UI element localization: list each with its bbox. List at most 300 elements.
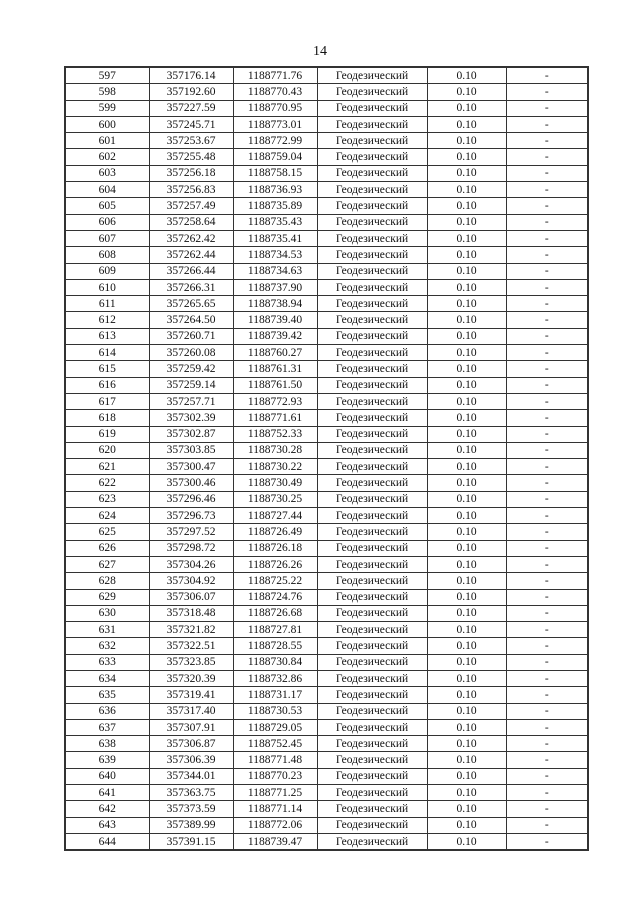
method-cell: Геодезический [317,638,427,654]
y-coordinate-cell: 1188724.76 [233,589,317,605]
point-number-cell: 607 [65,230,149,246]
table-row [65,410,588,426]
description-cell: - [506,833,588,850]
y-coordinate-cell: 1188735.41 [233,230,317,246]
y-coordinate-cell: 1188726.18 [233,540,317,556]
accuracy-cell: 0.10 [427,638,506,654]
description-cell: - [506,442,588,458]
table-row [65,296,588,312]
method-cell: Геодезический [317,345,427,361]
method-cell: Геодезический [317,410,427,426]
table-row [65,459,588,475]
description-cell: - [506,279,588,295]
y-coordinate-cell: 1188727.81 [233,622,317,638]
table-row [65,556,588,572]
table-row [65,785,588,801]
accuracy-cell: 0.10 [427,573,506,589]
description-cell: - [506,67,588,84]
y-coordinate-cell: 1188772.06 [233,817,317,833]
accuracy-cell: 0.10 [427,100,506,116]
accuracy-cell: 0.10 [427,687,506,703]
accuracy-cell: 0.10 [427,475,506,491]
point-number-cell: 614 [65,345,149,361]
y-coordinate-cell: 1188752.45 [233,736,317,752]
method-cell: Геодезический [317,84,427,100]
table-row [65,377,588,393]
point-number-cell: 637 [65,719,149,735]
accuracy-cell: 0.10 [427,116,506,132]
accuracy-cell: 0.10 [427,556,506,572]
accuracy-cell: 0.10 [427,410,506,426]
table-row [65,426,588,442]
table-row [65,182,588,198]
y-coordinate-cell: 1188761.50 [233,377,317,393]
accuracy-cell: 0.10 [427,768,506,784]
method-cell: Геодезический [317,361,427,377]
description-cell: - [506,703,588,719]
x-coordinate-cell: 357391.15 [149,833,233,850]
y-coordinate-cell: 1188727.44 [233,508,317,524]
x-coordinate-cell: 357304.26 [149,556,233,572]
accuracy-cell: 0.10 [427,622,506,638]
x-coordinate-cell: 357297.52 [149,524,233,540]
method-cell: Геодезический [317,524,427,540]
y-coordinate-cell: 1188725.22 [233,573,317,589]
x-coordinate-cell: 357296.73 [149,508,233,524]
y-coordinate-cell: 1188730.28 [233,442,317,458]
point-number-cell: 609 [65,263,149,279]
description-cell: - [506,622,588,638]
method-cell: Геодезический [317,736,427,752]
accuracy-cell: 0.10 [427,524,506,540]
point-number-cell: 632 [65,638,149,654]
x-coordinate-cell: 357318.48 [149,605,233,621]
x-coordinate-cell: 357264.50 [149,312,233,328]
coordinates-table-body [65,67,588,850]
point-number-cell: 598 [65,84,149,100]
description-cell: - [506,459,588,475]
table-row [65,833,588,850]
method-cell: Геодезический [317,752,427,768]
y-coordinate-cell: 1188770.43 [233,84,317,100]
x-coordinate-cell: 357363.75 [149,785,233,801]
x-coordinate-cell: 357255.48 [149,149,233,165]
point-number-cell: 634 [65,670,149,686]
point-number-cell: 635 [65,687,149,703]
point-number-cell: 613 [65,328,149,344]
table-row [65,736,588,752]
table-row [65,703,588,719]
accuracy-cell: 0.10 [427,67,506,84]
table-row [65,393,588,409]
point-number-cell: 628 [65,573,149,589]
y-coordinate-cell: 1188739.42 [233,328,317,344]
description-cell: - [506,654,588,670]
table-row [65,198,588,214]
accuracy-cell: 0.10 [427,84,506,100]
method-cell: Геодезический [317,768,427,784]
point-number-cell: 619 [65,426,149,442]
x-coordinate-cell: 357302.39 [149,410,233,426]
table-row [65,279,588,295]
point-number-cell: 608 [65,247,149,263]
description-cell: - [506,312,588,328]
x-coordinate-cell: 357260.08 [149,345,233,361]
description-cell: - [506,263,588,279]
description-cell: - [506,345,588,361]
x-coordinate-cell: 357266.31 [149,279,233,295]
description-cell: - [506,410,588,426]
accuracy-cell: 0.10 [427,214,506,230]
x-coordinate-cell: 357176.14 [149,67,233,84]
y-coordinate-cell: 1188770.23 [233,768,317,784]
y-coordinate-cell: 1188758.15 [233,165,317,181]
x-coordinate-cell: 357306.07 [149,589,233,605]
x-coordinate-cell: 357300.46 [149,475,233,491]
accuracy-cell: 0.10 [427,540,506,556]
table-row [65,670,588,686]
description-cell: - [506,687,588,703]
description-cell: - [506,361,588,377]
method-cell: Геодезический [317,263,427,279]
description-cell: - [506,165,588,181]
y-coordinate-cell: 1188730.25 [233,491,317,507]
point-number-cell: 636 [65,703,149,719]
point-number-cell: 624 [65,508,149,524]
description-cell: - [506,768,588,784]
x-coordinate-cell: 357344.01 [149,768,233,784]
coordinates-table [64,66,589,851]
description-cell: - [506,328,588,344]
table-row [65,817,588,833]
point-number-cell: 625 [65,524,149,540]
x-coordinate-cell: 357266.44 [149,263,233,279]
point-number-cell: 617 [65,393,149,409]
accuracy-cell: 0.10 [427,442,506,458]
table-row [65,247,588,263]
y-coordinate-cell: 1188734.53 [233,247,317,263]
description-cell: - [506,719,588,735]
method-cell: Геодезический [317,670,427,686]
table-row [65,116,588,132]
y-coordinate-cell: 1188739.47 [233,833,317,850]
description-cell: - [506,247,588,263]
table-row [65,345,588,361]
point-number-cell: 631 [65,622,149,638]
y-coordinate-cell: 1188730.53 [233,703,317,719]
accuracy-cell: 0.10 [427,752,506,768]
accuracy-cell: 0.10 [427,361,506,377]
description-cell: - [506,736,588,752]
method-cell: Геодезический [317,556,427,572]
description-cell: - [506,198,588,214]
accuracy-cell: 0.10 [427,149,506,165]
method-cell: Геодезический [317,67,427,84]
y-coordinate-cell: 1188772.93 [233,393,317,409]
table-row [65,263,588,279]
y-coordinate-cell: 1188771.14 [233,801,317,817]
table-row [65,442,588,458]
table-row [65,165,588,181]
table-row [65,605,588,621]
accuracy-cell: 0.10 [427,817,506,833]
accuracy-cell: 0.10 [427,198,506,214]
method-cell: Геодезический [317,230,427,246]
x-coordinate-cell: 357265.65 [149,296,233,312]
x-coordinate-cell: 357256.18 [149,165,233,181]
description-cell: - [506,230,588,246]
table-row [65,475,588,491]
point-number-cell: 610 [65,279,149,295]
method-cell: Геодезический [317,508,427,524]
x-coordinate-cell: 357307.91 [149,719,233,735]
description-cell: - [506,426,588,442]
description-cell: - [506,149,588,165]
point-number-cell: 605 [65,198,149,214]
method-cell: Геодезический [317,198,427,214]
x-coordinate-cell: 357262.44 [149,247,233,263]
description-cell: - [506,638,588,654]
point-number-cell: 644 [65,833,149,850]
description-cell: - [506,785,588,801]
accuracy-cell: 0.10 [427,393,506,409]
x-coordinate-cell: 357256.83 [149,182,233,198]
y-coordinate-cell: 1188771.25 [233,785,317,801]
method-cell: Геодезический [317,393,427,409]
x-coordinate-cell: 357317.40 [149,703,233,719]
point-number-cell: 602 [65,149,149,165]
y-coordinate-cell: 1188728.55 [233,638,317,654]
point-number-cell: 640 [65,768,149,784]
description-cell: - [506,752,588,768]
x-coordinate-cell: 357306.87 [149,736,233,752]
point-number-cell: 622 [65,475,149,491]
point-number-cell: 606 [65,214,149,230]
description-cell: - [506,817,588,833]
x-coordinate-cell: 357259.14 [149,377,233,393]
method-cell: Геодезический [317,491,427,507]
accuracy-cell: 0.10 [427,247,506,263]
accuracy-cell: 0.10 [427,785,506,801]
description-cell: - [506,84,588,100]
method-cell: Геодезический [317,296,427,312]
y-coordinate-cell: 1188771.76 [233,67,317,84]
method-cell: Геодезический [317,459,427,475]
page-number: 14 [313,44,327,59]
description-cell: - [506,605,588,621]
description-cell: - [506,508,588,524]
description-cell: - [506,573,588,589]
y-coordinate-cell: 1188770.95 [233,100,317,116]
y-coordinate-cell: 1188772.99 [233,133,317,149]
table-row [65,654,588,670]
x-coordinate-cell: 357389.99 [149,817,233,833]
accuracy-cell: 0.10 [427,459,506,475]
x-coordinate-cell: 357257.71 [149,393,233,409]
description-cell: - [506,589,588,605]
point-number-cell: 633 [65,654,149,670]
table-row [65,752,588,768]
y-coordinate-cell: 1188752.33 [233,426,317,442]
method-cell: Геодезический [317,279,427,295]
accuracy-cell: 0.10 [427,508,506,524]
accuracy-cell: 0.10 [427,589,506,605]
point-number-cell: 612 [65,312,149,328]
description-cell: - [506,556,588,572]
point-number-cell: 599 [65,100,149,116]
y-coordinate-cell: 1188760.27 [233,345,317,361]
accuracy-cell: 0.10 [427,605,506,621]
y-coordinate-cell: 1188726.49 [233,524,317,540]
x-coordinate-cell: 357192.60 [149,84,233,100]
method-cell: Геодезический [317,589,427,605]
accuracy-cell: 0.10 [427,426,506,442]
table-row [65,638,588,654]
description-cell: - [506,100,588,116]
x-coordinate-cell: 357303.85 [149,442,233,458]
accuracy-cell: 0.10 [427,719,506,735]
point-number-cell: 611 [65,296,149,312]
method-cell: Геодезический [317,100,427,116]
table-row [65,133,588,149]
point-number-cell: 604 [65,182,149,198]
y-coordinate-cell: 1188759.04 [233,149,317,165]
method-cell: Геодезический [317,785,427,801]
accuracy-cell: 0.10 [427,833,506,850]
accuracy-cell: 0.10 [427,345,506,361]
point-number-cell: 639 [65,752,149,768]
y-coordinate-cell: 1188730.84 [233,654,317,670]
point-number-cell: 643 [65,817,149,833]
accuracy-cell: 0.10 [427,328,506,344]
point-number-cell: 630 [65,605,149,621]
description-cell: - [506,670,588,686]
table-row [65,589,588,605]
accuracy-cell: 0.10 [427,377,506,393]
y-coordinate-cell: 1188735.89 [233,198,317,214]
description-cell: - [506,214,588,230]
point-number-cell: 597 [65,67,149,84]
point-number-cell: 638 [65,736,149,752]
y-coordinate-cell: 1188738.94 [233,296,317,312]
method-cell: Геодезический [317,475,427,491]
x-coordinate-cell: 357245.71 [149,116,233,132]
table-row [65,230,588,246]
y-coordinate-cell: 1188737.90 [233,279,317,295]
method-cell: Геодезический [317,214,427,230]
table-row [65,214,588,230]
x-coordinate-cell: 357304.92 [149,573,233,589]
table-row [65,622,588,638]
method-cell: Геодезический [317,426,427,442]
point-number-cell: 641 [65,785,149,801]
x-coordinate-cell: 357321.82 [149,622,233,638]
accuracy-cell: 0.10 [427,312,506,328]
method-cell: Геодезический [317,182,427,198]
description-cell: - [506,540,588,556]
method-cell: Геодезический [317,442,427,458]
table-row [65,67,588,84]
x-coordinate-cell: 357306.39 [149,752,233,768]
point-number-cell: 601 [65,133,149,149]
x-coordinate-cell: 357322.51 [149,638,233,654]
point-number-cell: 626 [65,540,149,556]
x-coordinate-cell: 357257.49 [149,198,233,214]
y-coordinate-cell: 1188771.61 [233,410,317,426]
table-row [65,491,588,507]
table-row [65,100,588,116]
accuracy-cell: 0.10 [427,165,506,181]
accuracy-cell: 0.10 [427,296,506,312]
accuracy-cell: 0.10 [427,133,506,149]
point-number-cell: 615 [65,361,149,377]
accuracy-cell: 0.10 [427,703,506,719]
description-cell: - [506,116,588,132]
method-cell: Геодезический [317,540,427,556]
description-cell: - [506,524,588,540]
table-row [65,540,588,556]
y-coordinate-cell: 1188761.31 [233,361,317,377]
table-row [65,801,588,817]
x-coordinate-cell: 357373.59 [149,801,233,817]
method-cell: Геодезический [317,116,427,132]
point-number-cell: 618 [65,410,149,426]
x-coordinate-cell: 357319.41 [149,687,233,703]
description-cell: - [506,296,588,312]
x-coordinate-cell: 357296.46 [149,491,233,507]
method-cell: Геодезический [317,149,427,165]
method-cell: Геодезический [317,312,427,328]
point-number-cell: 629 [65,589,149,605]
y-coordinate-cell: 1188726.26 [233,556,317,572]
point-number-cell: 600 [65,116,149,132]
x-coordinate-cell: 357260.71 [149,328,233,344]
point-number-cell: 616 [65,377,149,393]
description-cell: - [506,377,588,393]
table-row [65,687,588,703]
y-coordinate-cell: 1188730.49 [233,475,317,491]
x-coordinate-cell: 357262.42 [149,230,233,246]
x-coordinate-cell: 357253.67 [149,133,233,149]
x-coordinate-cell: 357323.85 [149,654,233,670]
point-number-cell: 642 [65,801,149,817]
y-coordinate-cell: 1188731.17 [233,687,317,703]
table-row [65,508,588,524]
table-row [65,149,588,165]
accuracy-cell: 0.10 [427,263,506,279]
table-row [65,361,588,377]
accuracy-cell: 0.10 [427,279,506,295]
y-coordinate-cell: 1188734.63 [233,263,317,279]
y-coordinate-cell: 1188730.22 [233,459,317,475]
description-cell: - [506,491,588,507]
x-coordinate-cell: 357259.42 [149,361,233,377]
method-cell: Геодезический [317,377,427,393]
y-coordinate-cell: 1188729.05 [233,719,317,735]
method-cell: Геодезический [317,247,427,263]
x-coordinate-cell: 357302.87 [149,426,233,442]
table-row [65,84,588,100]
accuracy-cell: 0.10 [427,736,506,752]
method-cell: Геодезический [317,719,427,735]
point-number-cell: 603 [65,165,149,181]
point-number-cell: 623 [65,491,149,507]
y-coordinate-cell: 1188735.43 [233,214,317,230]
y-coordinate-cell: 1188732.86 [233,670,317,686]
table-row [65,768,588,784]
accuracy-cell: 0.10 [427,182,506,198]
y-coordinate-cell: 1188773.01 [233,116,317,132]
